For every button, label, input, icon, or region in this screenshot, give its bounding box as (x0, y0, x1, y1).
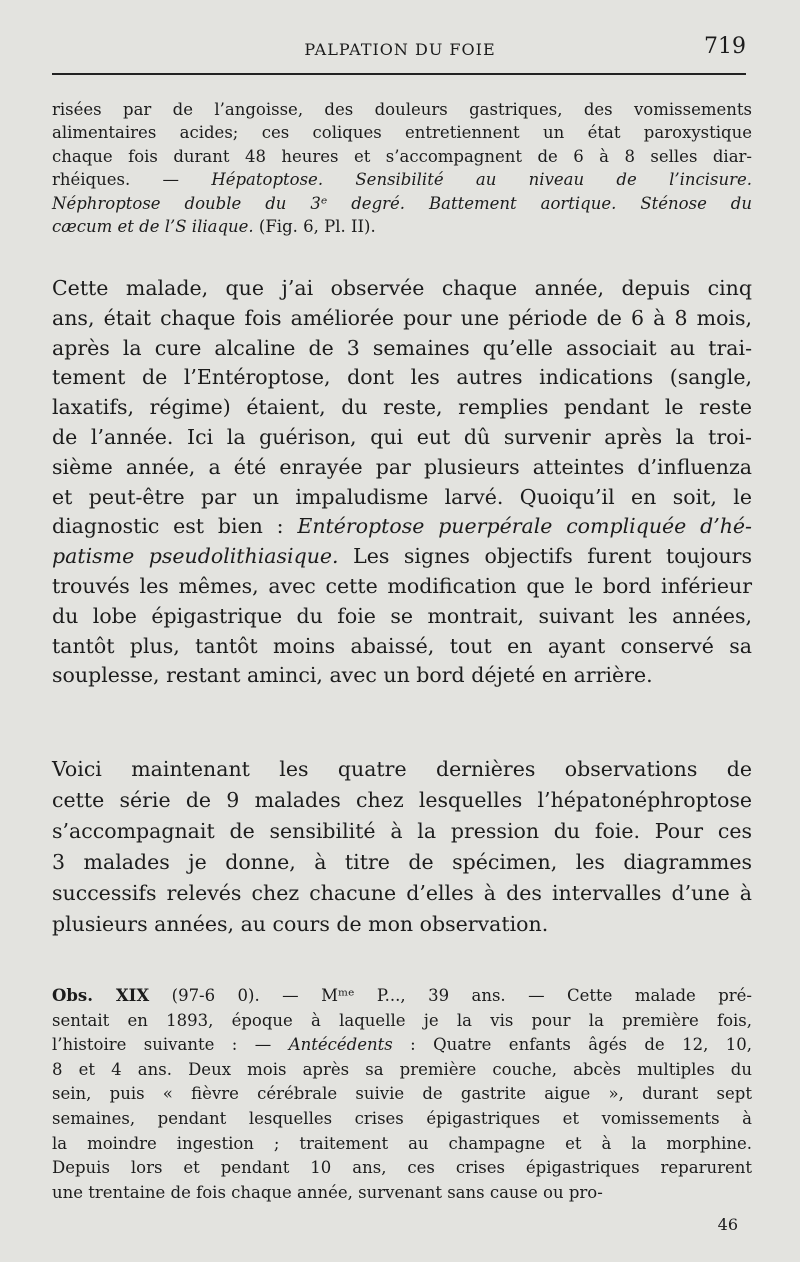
text-text: tement de l’Entéroptose, dont les autres indications (sangle, (52, 365, 752, 390)
text-line (52, 661, 752, 691)
text-text: 3 malades je donne, à titre de spécimen, les diagrammes (52, 850, 752, 874)
text-line (52, 1132, 752, 1157)
text-line (52, 1009, 752, 1034)
text-text: Depuis lors et pendant 10 ans, ces crises épigastriques reparurent (52, 1158, 752, 1178)
running-head (50, 34, 750, 74)
text-pre: l’histoire suivante : — (52, 1035, 289, 1055)
text-line (52, 334, 752, 364)
text-text: et peut-être par un impaludisme larvé. Quoiqu’il en soit, le (52, 484, 752, 509)
text-text: Voici maintenant les quatre dernières observations de (52, 757, 752, 781)
text-line (52, 145, 752, 168)
paragraph-observation-xix (52, 984, 752, 1205)
text-line (52, 423, 752, 453)
text-line (52, 1082, 752, 1107)
text-line (52, 909, 752, 940)
text-text: Cette malade, que j’ai observée chaque année, depuis cinq (52, 276, 752, 300)
paragraph-case-discussion (52, 274, 752, 691)
paragraph-introduction-observations (52, 754, 752, 940)
text-text: cette série de 9 malades chez lesquelles l’hépatonéphroptose (52, 788, 752, 812)
text-line (52, 632, 752, 662)
header-rule (52, 73, 746, 75)
text-text: ans, était chaque fois améliorée pour une période de 6 à 8 mois, (52, 305, 752, 330)
text-line (52, 1107, 752, 1132)
text-line (52, 274, 752, 304)
text-line (52, 878, 752, 909)
text-line (52, 1058, 752, 1083)
text-text: alimentaires acides; ces coliques entretiennent un état paroxystique (52, 123, 752, 143)
printer-signature: 46 (717, 1215, 738, 1234)
text-line (52, 483, 752, 513)
text-line (52, 785, 752, 816)
text-italic: Entéroptose puerpérale compliquée d’hé- (297, 514, 752, 539)
text-text: laxatifs, régime) étaient, du reste, remplies pendant le reste (52, 395, 752, 420)
text-text: souplesse, restant aminci, avec un bord déjeté en arrière. (52, 663, 653, 688)
text-text: plusieurs années, au cours de mon observation. (52, 912, 549, 936)
text-text: s’accompagnait de sensibilité à la pression du foie. Pour ces (52, 819, 752, 843)
text-line (52, 168, 752, 191)
text-line (52, 393, 752, 423)
text-line (52, 1033, 752, 1058)
text-line (52, 984, 752, 1009)
text-pre: rhéiques. — (52, 170, 212, 190)
text-text: tantôt plus, tantôt moins abaissé, tout en ayant conservé sa (52, 633, 752, 658)
running-title: PALPATION DU FOIE (304, 40, 496, 59)
text-line (52, 215, 752, 238)
text-line (52, 98, 752, 121)
text-text: une trentaine de fois chaque année, survenant sans cause ou pro- (52, 1182, 603, 1202)
text-text: sième année, a été enrayée par plusieurs atteintes d’influenza (52, 454, 752, 479)
text-text: trouvés les mêmes, avec cette modification que le bord inférieur (52, 573, 752, 598)
text-line (52, 1181, 752, 1206)
paragraph-case-summary (52, 98, 752, 238)
text-post: (Fig. 6, Pl. II). (253, 217, 376, 237)
text-line (52, 304, 752, 334)
text-text: sentait en 1893, époque à laquelle je la vis pour la première fois, (52, 1010, 752, 1030)
text-pre: diagnostic est bien : (52, 514, 298, 539)
text-bold: Obs. XIX (52, 986, 150, 1005)
text-text: chaque fois durant 48 heures et s’accompagnent de 6 à 8 selles diar- (52, 146, 752, 166)
text-line (52, 572, 752, 602)
page-number: 719 (704, 34, 746, 59)
text-post: (97-6 0). — Mᵐᵉ P..., 39 ans. — Cette malade pré- (149, 986, 753, 1005)
text-text: 8 et 4 ans. Deux mois après sa première couche, abcès multiples du (52, 1059, 752, 1079)
text-text: risées par de l’angoisse, des douleurs gastriques, des vomissements (52, 100, 752, 119)
text-line (52, 192, 752, 215)
text-italic: Antécédents (288, 1035, 393, 1055)
text-line (52, 816, 752, 847)
text-line (52, 363, 752, 393)
text-post: Les signes objectifs furent toujours (338, 544, 752, 569)
text-text: successifs relevés chez chacune d’elles à des intervalles d’une à (52, 881, 752, 905)
text-line (52, 754, 752, 785)
text-italic: patisme pseudolithiasique. (52, 544, 339, 569)
text-text: sein, puis « fièvre cérébrale suivie de gastrite aigue », durant sept (52, 1084, 752, 1104)
text-text: du lobe épigastrique du foie se montrait, suivant les années, (52, 603, 752, 628)
text-line (52, 542, 752, 572)
text-italic: Néphroptose double du 3ᵉ degré. Battement aortique. Sténose du (52, 193, 752, 213)
text-line (52, 512, 752, 542)
text-line (52, 1156, 752, 1181)
text-line (52, 453, 752, 483)
text-italic: Hépatoptose. Sensibilité au niveau de l’incisure. (211, 170, 752, 190)
text-line (52, 847, 752, 878)
text-italic: cæcum et de l’S iliaque. (52, 217, 254, 237)
text-text: la moindre ingestion ; traitement au champagne et à la morphine. (52, 1133, 752, 1153)
text-text: après la cure alcaline de 3 semaines qu’elle associait au trai- (52, 335, 752, 360)
text-text: semaines, pendant lesquelles crises épigastriques et vomissements à (52, 1108, 752, 1128)
text-line (52, 602, 752, 632)
text-text: de l’année. Ici la guérison, qui eut dû survenir après la troi- (52, 424, 752, 449)
text-post: : Quatre enfants âgés de 12, 10, (392, 1035, 753, 1055)
text-line (52, 121, 752, 144)
